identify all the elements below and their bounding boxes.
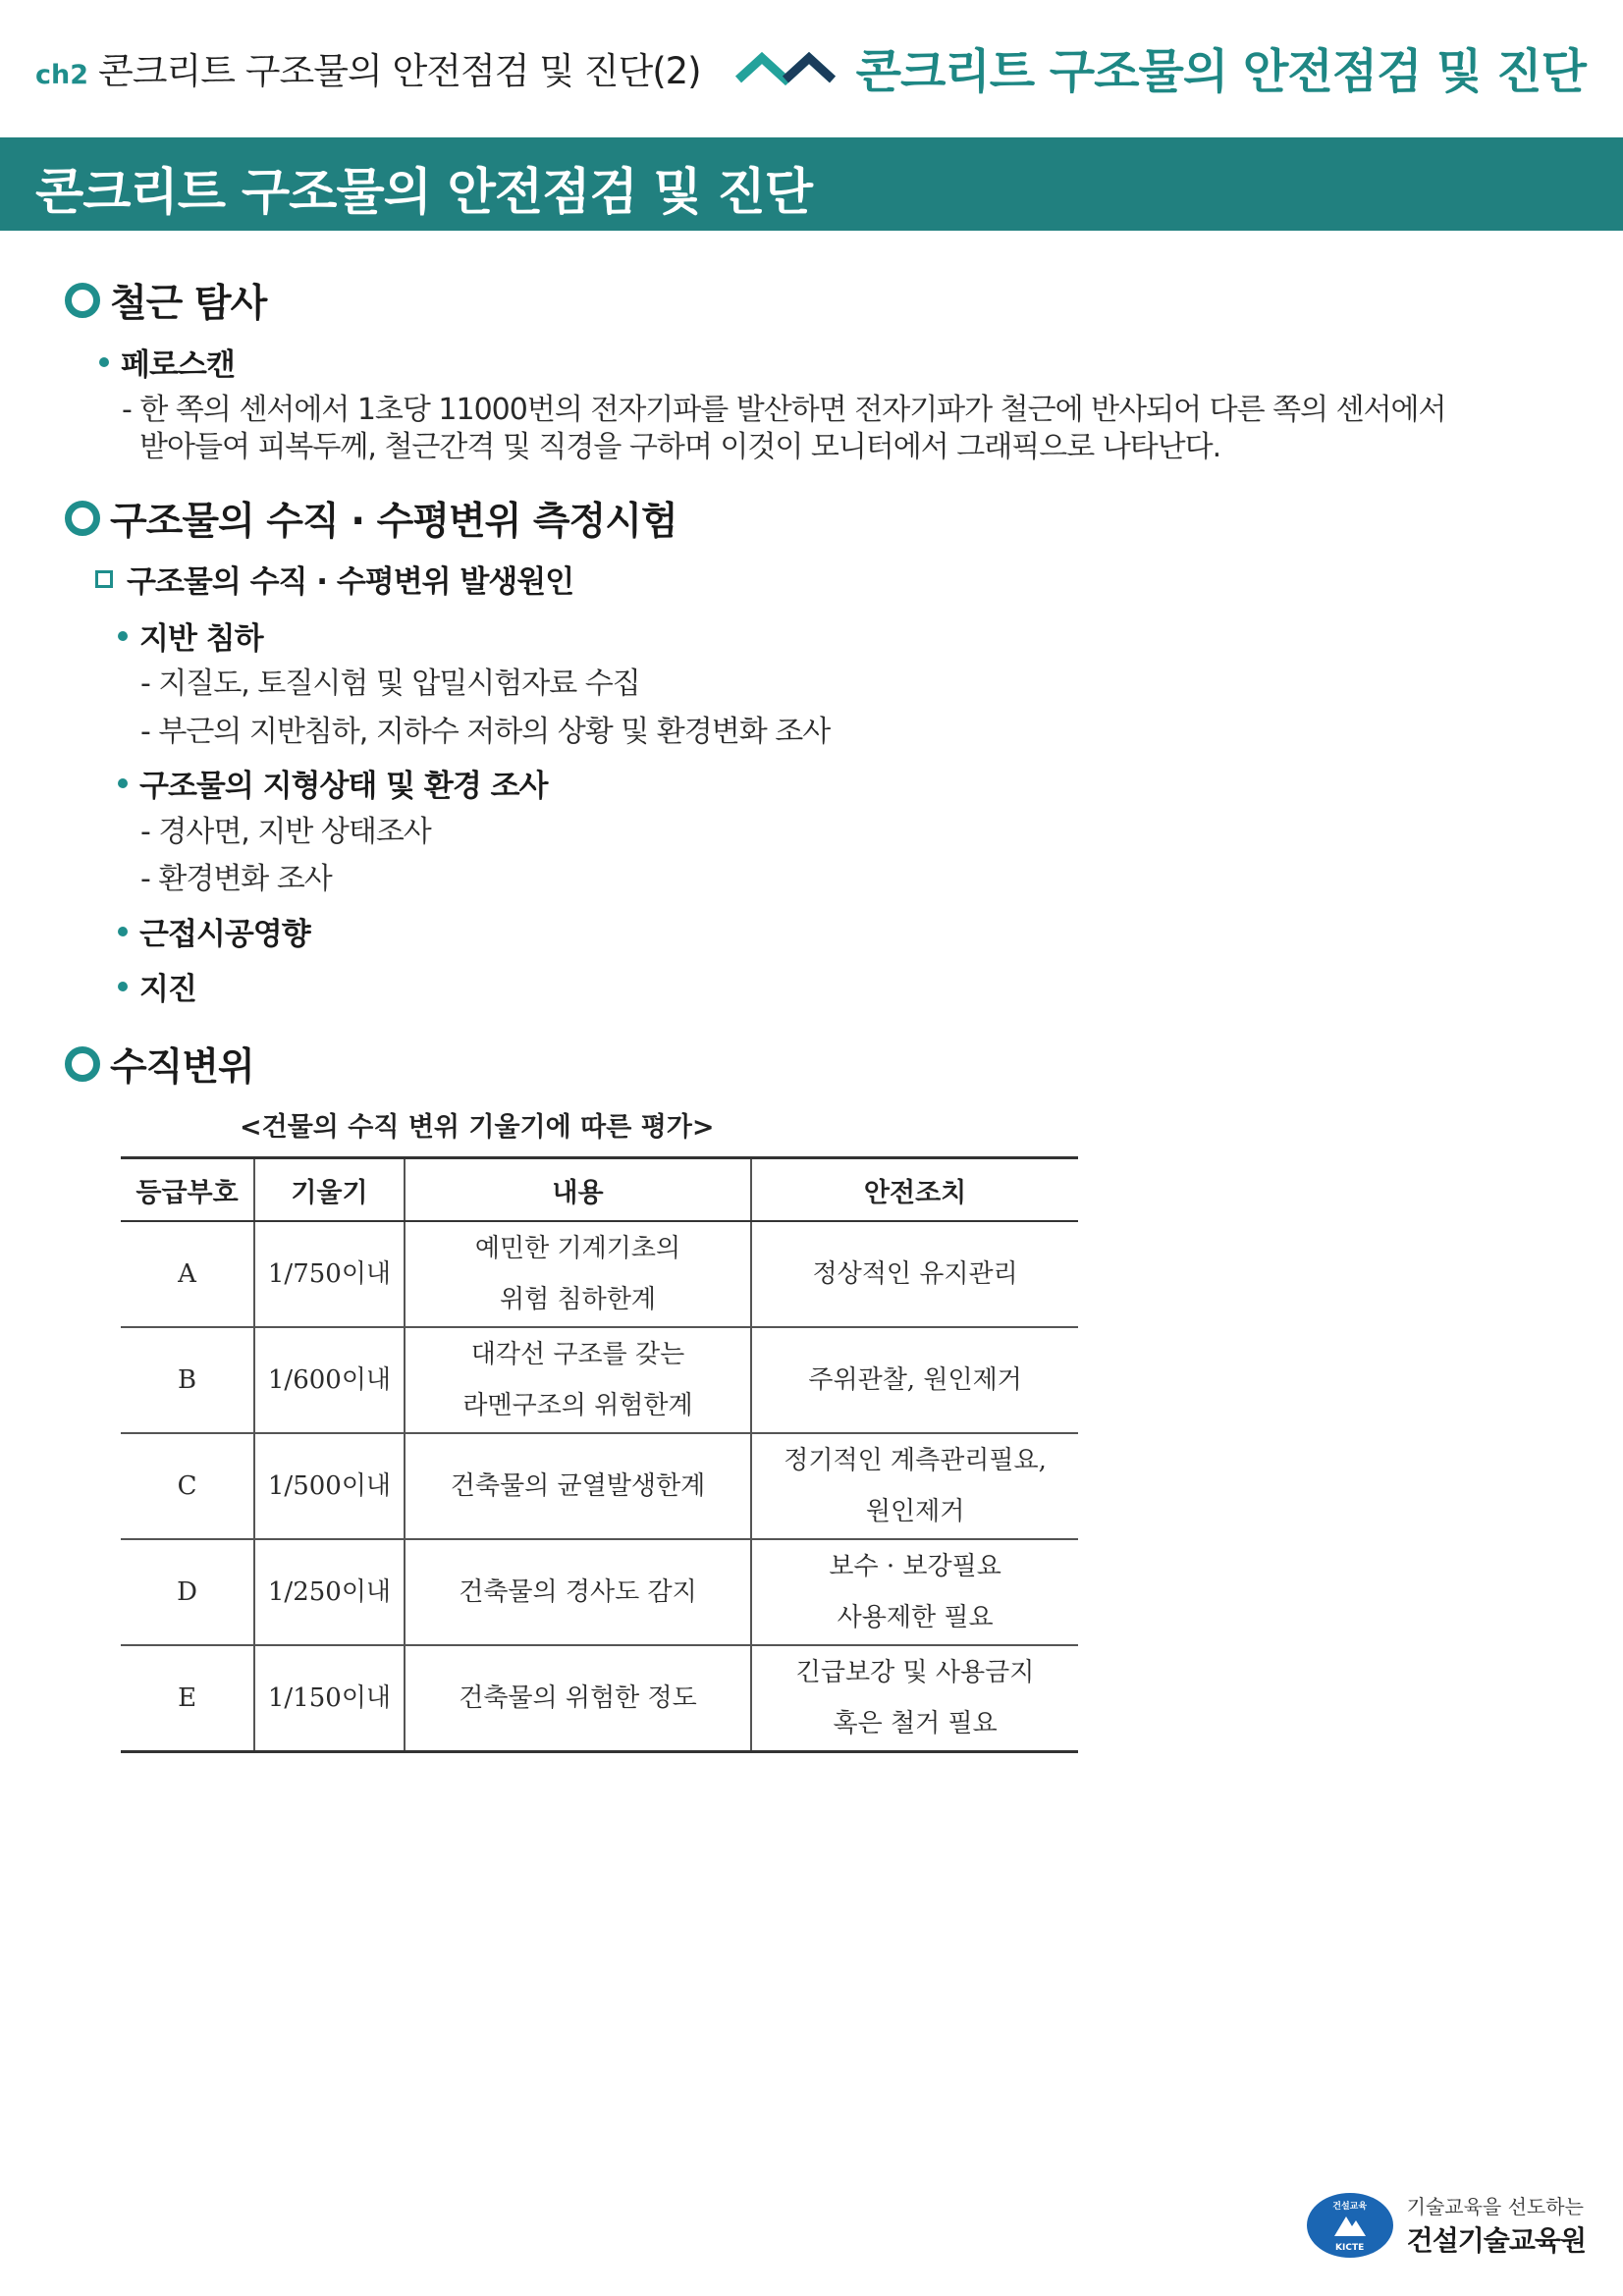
ring-bullet-icon — [65, 501, 100, 536]
section-title: 구조물의 수직 · 수평변위 측정시험 — [110, 500, 677, 544]
cell-grade: E — [121, 1645, 254, 1752]
header-slope: 기울기 — [254, 1158, 405, 1222]
header-content: 내용 — [405, 1158, 751, 1222]
footer-org-name: 건설기술교육원 — [1406, 2224, 1586, 2257]
cell-grade: C — [121, 1433, 254, 1539]
cell-action-line: 혹은 철거 필요 — [833, 1709, 998, 1738]
cell-slope: 1/250이내 — [254, 1539, 405, 1645]
bullet-ground-settlement — [118, 614, 263, 658]
dot-icon — [118, 927, 128, 936]
seal-top-text: 건설교육 — [1332, 2201, 1368, 2212]
cell-action-line: 주위관찰, 원인제거 — [808, 1365, 1022, 1395]
banner-title: 콘크리트 구조물의 안전점검 및 진단 — [35, 164, 813, 222]
table-row — [121, 1327, 1078, 1433]
header-action: 안전조치 — [751, 1158, 1078, 1222]
table-row — [121, 1433, 1078, 1539]
bullet-label: 근접시공영향 — [139, 917, 310, 952]
bullet-label: 지반 침하 — [139, 621, 263, 657]
chapter-title: 콘크리트 구조물의 안전점검 및 진단(2) — [98, 50, 701, 92]
cell-content — [405, 1645, 751, 1752]
cell-grade: D — [121, 1539, 254, 1645]
square-bullet-icon — [95, 570, 113, 588]
table-row — [121, 1539, 1078, 1645]
cell-content-line: 건축물의 위험한 정도 — [459, 1683, 697, 1713]
header-grade: 등급부호 — [121, 1158, 254, 1222]
table-header-row — [121, 1158, 1078, 1222]
title-banner — [0, 137, 1623, 231]
cell-action-line: 정기적인 계측관리필요, — [784, 1446, 1047, 1475]
cell-slope: 1/600이내 — [254, 1327, 405, 1433]
bullet-label: 지진 — [139, 972, 196, 1007]
cell-content-line: 라멘구조의 위험한계 — [462, 1391, 693, 1420]
section-title: 수직변위 — [110, 1045, 254, 1090]
dot-icon — [99, 357, 109, 367]
seal-bottom-text: KICTE — [1335, 2242, 1365, 2253]
section-heading-vertical — [65, 1037, 254, 1092]
brand-title: 콘크리트 구조물의 안전점검 및 진단 — [855, 44, 1586, 99]
footer-slogan: 기술교육을 선도하는 — [1406, 2195, 1584, 2218]
slope-grade-table — [121, 1156, 1078, 1753]
table-row — [121, 1221, 1078, 1327]
bullet-nearby-construction — [118, 909, 310, 953]
chapter-number: ch2 — [35, 60, 89, 90]
cell-grade: B — [121, 1327, 254, 1433]
terrain-line-2: - 환경변화 조사 — [140, 862, 332, 896]
chapter-label — [35, 41, 701, 94]
cell-content-line: 대각선 구조를 갖는 — [470, 1340, 685, 1369]
cell-content-line: 건축물의 균열발생한계 — [450, 1471, 706, 1501]
brand — [734, 33, 1586, 101]
cell-slope: 1/500이내 — [254, 1433, 405, 1539]
cell-content — [405, 1327, 751, 1433]
mountain-icon — [1332, 2211, 1368, 2238]
cell-content-line: 건축물의 경사도 감지 — [459, 1577, 697, 1607]
ground-line-2: - 부근의 지반침하, 지하수 저하의 상황 및 환경변화 조사 — [140, 715, 831, 749]
ring-bullet-icon — [65, 283, 100, 318]
cell-action-line: 정상적인 유지관리 — [812, 1259, 1018, 1289]
footer-text — [1407, 2191, 1586, 2259]
ring-bullet-icon — [65, 1046, 100, 1082]
cell-action-line: 보수 · 보강필요 — [829, 1552, 1001, 1581]
section-heading-displacement — [65, 491, 677, 546]
org-seal-icon — [1307, 2193, 1393, 2258]
page-header — [0, 0, 1623, 137]
ground-line-1: - 지질도, 토질시험 및 압밀시험자료 수집 — [140, 667, 640, 701]
cell-action — [751, 1645, 1078, 1752]
cell-content-line: 위험 침하한계 — [500, 1285, 656, 1314]
table-caption: <건물의 수직 변위 기울기에 따른 평가> — [240, 1112, 715, 1143]
cell-grade: A — [121, 1221, 254, 1327]
dot-icon — [118, 631, 128, 641]
terrain-line-1: - 경사면, 지반 상태조사 — [140, 815, 431, 849]
cell-slope: 1/150이내 — [254, 1645, 405, 1752]
ferroscan-line-2: 받아들여 피복두께, 철근간격 및 직경을 구하며 이것이 모니터에서 그래픽으로 나타난다. — [139, 430, 1221, 464]
bullet-earthquake — [118, 964, 196, 1008]
ferroscan-line-1: - 한 쪽의 센서에서 1초당 11000번의 전자기파를 발산하면 전자기파가 철근에 반사되어 다른 쪽의 센서에서 — [122, 393, 1446, 427]
cell-action — [751, 1433, 1078, 1539]
cell-content — [405, 1433, 751, 1539]
cell-action — [751, 1539, 1078, 1645]
cell-action-line: 긴급보강 및 사용금지 — [795, 1658, 1035, 1687]
subheading-cause — [95, 557, 573, 601]
section-title: 철근 탐사 — [110, 282, 267, 326]
bullet-label: 페로스캔 — [121, 347, 235, 383]
section-heading-rebar — [65, 273, 266, 328]
dot-icon — [118, 982, 128, 991]
table-row — [121, 1645, 1078, 1752]
bullet-label: 구조물의 지형상태 및 환경 조사 — [139, 769, 548, 804]
cell-content-line: 예민한 기계기초의 — [474, 1234, 681, 1263]
cell-action — [751, 1327, 1078, 1433]
dot-icon — [118, 778, 128, 788]
cell-slope: 1/750이내 — [254, 1221, 405, 1327]
wave-logo-icon — [734, 50, 844, 85]
cell-content — [405, 1539, 751, 1645]
cell-action-line: 사용제한 필요 — [837, 1603, 994, 1632]
bullet-ferroscan — [99, 340, 235, 384]
cell-content — [405, 1221, 751, 1327]
cell-action — [751, 1221, 1078, 1327]
bullet-terrain-survey — [118, 761, 547, 805]
subheading-text: 구조물의 수직 · 수평변위 발생원인 — [127, 564, 574, 600]
footer-logo — [1307, 2191, 1586, 2259]
cell-action-line: 원인제거 — [865, 1497, 965, 1526]
